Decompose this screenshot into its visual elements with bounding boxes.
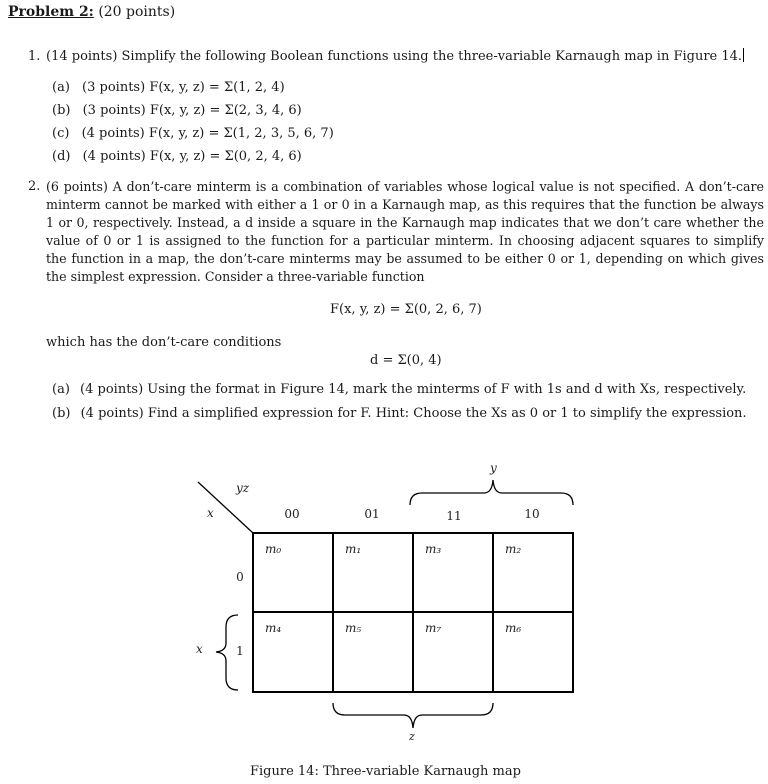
q1-item-function: F(x, y, z) = Σ(0, 2, 4, 6) [149,149,302,164]
kmap-col-header-00: 00 [284,507,300,521]
figure-caption: Figure 14: Three-variable Karnaugh map [250,764,521,779]
q1-item-label: (d) [52,149,71,164]
kmap-corner-x: x [207,506,214,520]
q1-item-function: F(x, y, z) = Σ(1, 2, 4) [149,80,285,95]
kmap-cell-m0: m₀ [265,542,282,556]
x-brace [216,615,238,690]
kmap-cell-m6: m₆ [505,621,522,635]
q2-part-label: (a) [52,382,70,397]
q1-item-function: F(x, y, z) = Σ(2, 3, 4, 6) [149,103,302,118]
kmap-cell-m1: m₁ [345,542,362,556]
q1-item-label: (b) [52,103,71,118]
q1-item-label: (c) [52,126,70,141]
q2-part-label: (b) [52,406,71,421]
q1-item-label: (a) [52,80,70,95]
z-brace [333,703,493,728]
kmap-y-label: y [490,461,497,475]
kmap-col-header-01: 01 [364,507,380,521]
kmap-cell-m5: m₅ [345,621,362,635]
q2-line-3: 1 or 0, respectively. Instead, a d inside a square in the Karnaugh map indicates that we don’t care whether the [46,215,764,230]
kmap-col-header-10: 10 [524,507,540,521]
kmap-row-header-0: 0 [236,570,244,584]
kmap-cell-m4: m₄ [265,621,282,635]
q1-item-points: (4 points) [82,149,146,164]
q2-line-2: minterm cannot be marked with either a 1 or 0 in a Karnaugh map, as this requires that the function be always [46,197,764,212]
y-brace [410,480,573,505]
kmap-cell-m2: m₂ [505,542,522,556]
q1-item-function: F(x, y, z) = Σ(1, 2, 3, 5, 6, 7) [148,126,334,141]
kmap-row-header-1: 1 [236,644,244,658]
problem-points: (20 points) [98,4,176,20]
q2-equation-f: F(x, y, z) = Σ(0, 2, 6, 7) [330,302,482,317]
q1-number: 1. [28,49,41,64]
q2-number: 2. [28,179,41,194]
kmap-grid [198,480,573,728]
q2-line-4: value of 0 or 1 is assigned to the function for a particular minterm. In choosing adjacent squares to simplify [46,233,764,248]
kmap-cell-m3: m₃ [425,542,442,556]
kmap-col-header-11: 11 [446,509,462,523]
kmap-z-label: z [409,730,415,743]
q2-equation-d: d = Σ(0, 4) [370,353,442,368]
q2-dontcare-intro: which has the don’t-care conditions [46,335,282,350]
kmap-corner-yz: yz [236,481,250,495]
kmap-x-label: x [196,642,203,656]
q1-text-content: (14 points) Simplify the following Boolean functions using the three-variable Karnaugh map in Figure 14. [46,49,743,64]
q1-item-points: (3 points) [82,80,146,95]
kmap-cell-m7: m₇ [425,621,442,635]
q2-line-6: the simplest expression. Consider a three-variable function [46,269,425,284]
q1-item-points: (4 points) [81,126,145,141]
q2-line-1: (6 points) A don’t-care minterm is a combination of variables whose logical value is not specified. A don’t-care [46,179,764,194]
q1-item-points: (3 points) [82,103,146,118]
q2-line-5: the function in a map, the don’t-care minterms may be assumed to be either 0 or 1, depending on which gives [46,251,764,266]
problem-title: Problem 2: [8,4,94,20]
q2-part-text: (4 points) Using the format in Figure 14, mark the minterms of F with 1s and d with Xs, respectively. [80,382,747,397]
q2-part-text: (4 points) Find a simplified expression for F. Hint: Choose the Xs as 0 or 1 to simplify the expression. [80,406,747,421]
